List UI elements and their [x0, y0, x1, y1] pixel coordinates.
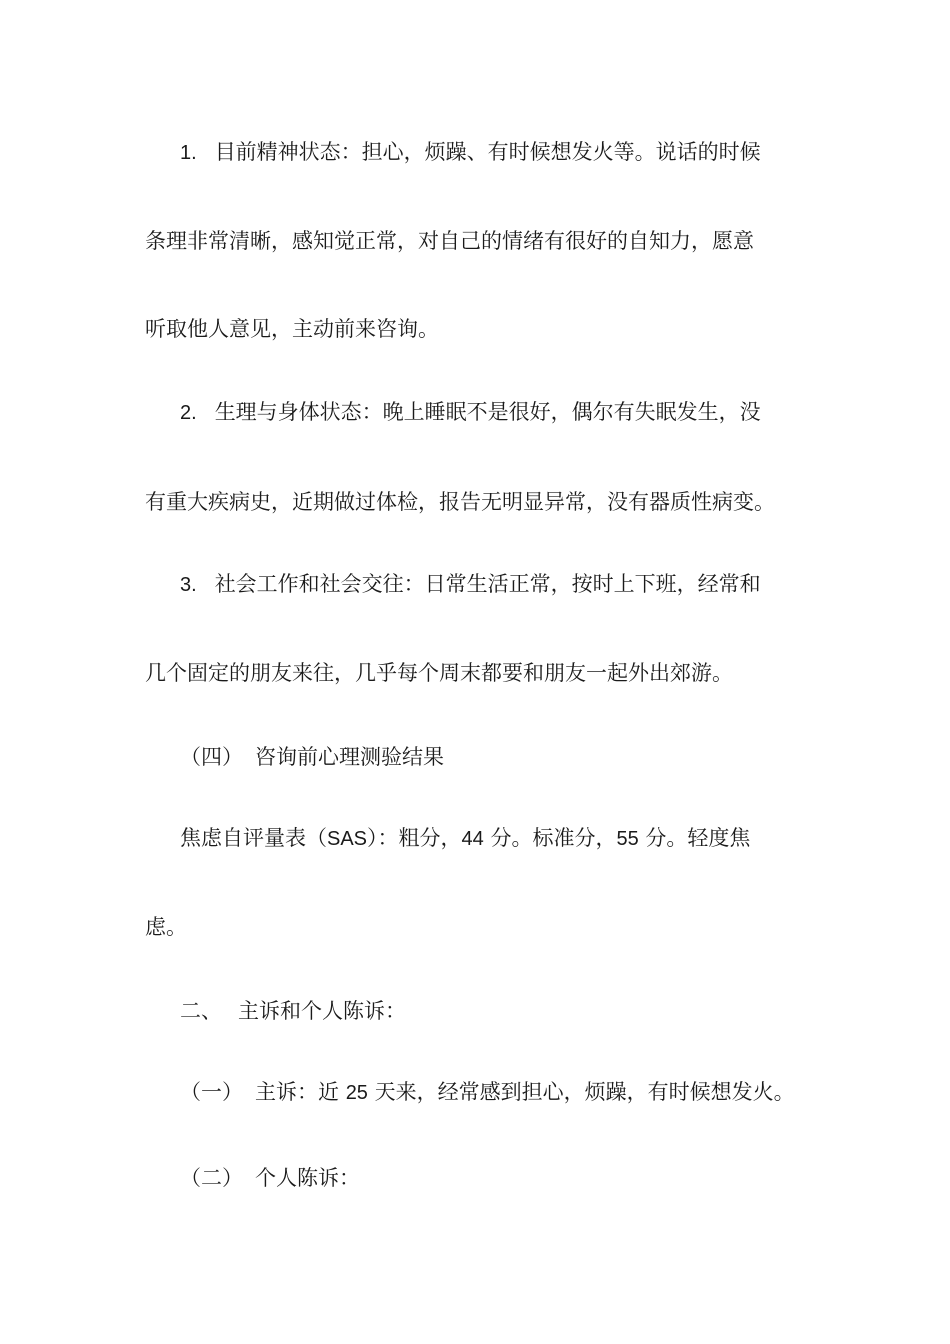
sas-text-1: 焦虑自评量表（	[180, 826, 327, 850]
sub-1-text-2: 天来，经常感到担心，烦躁，有时候想发火。	[367, 1080, 795, 1104]
item-1-line-3: 听取他人意见，主动前来咨询。	[145, 317, 439, 341]
item-1-number: 1.	[180, 142, 197, 164]
item-2-line-2: 有重大疾病史，近期做过体检，报告无明显异常，没有器质性病变。	[145, 490, 775, 514]
sub-2-text: 个人陈诉：	[255, 1166, 360, 1190]
sas-std-score: 55	[616, 828, 639, 850]
item-1-line-1	[180, 137, 761, 168]
sub-2-marker: （二）	[180, 1166, 243, 1190]
item-2-line-1	[180, 397, 761, 428]
section-2-heading	[180, 996, 406, 1026]
section-2-marker: 二、	[180, 999, 222, 1023]
sas-text-3: 分。标准分，	[483, 826, 617, 850]
sub-1-days: 25	[345, 1082, 368, 1104]
section-2-title: 主诉和个人陈诉：	[238, 999, 406, 1023]
sub-2-line	[180, 1163, 360, 1193]
section-4-marker: （四）	[180, 745, 243, 769]
section-4-title: 咨询前心理测验结果	[255, 745, 444, 769]
sas-raw-score: 44	[461, 828, 484, 850]
sas-result-line-2: 虑。	[145, 915, 187, 939]
item-2-number: 2.	[180, 402, 197, 424]
item-3-line-1	[180, 569, 761, 600]
section-4-heading	[180, 742, 444, 772]
item-3-text: 社会工作和社会交往：日常生活正常，按时上下班，经常和	[214, 572, 761, 596]
sub-1-text-1: 主诉：近	[255, 1080, 346, 1104]
item-3-number: 3.	[180, 574, 197, 596]
sub-1-marker: （一）	[180, 1080, 243, 1104]
item-2-text: 生理与身体状态：晚上睡眠不是很好，偶尔有失眠发生，没	[214, 400, 761, 424]
sub-1-line	[180, 1077, 795, 1108]
sas-result-line-1	[180, 823, 750, 854]
item-1-line-2: 条理非常清晰，感知觉正常，对自己的情绪有很好的自知力，愿意	[145, 229, 754, 253]
sas-text-4: 分。轻度焦	[638, 826, 751, 850]
sas-text-2: ）：粗分，	[367, 826, 462, 850]
sas-abbr: SAS	[327, 828, 368, 850]
item-1-text: 目前精神状态：担心，烦躁、有时候想发火等。说话的时候	[214, 140, 761, 164]
item-3-line-2: 几个固定的朋友来往，几乎每个周末都要和朋友一起外出郊游。	[145, 661, 733, 685]
